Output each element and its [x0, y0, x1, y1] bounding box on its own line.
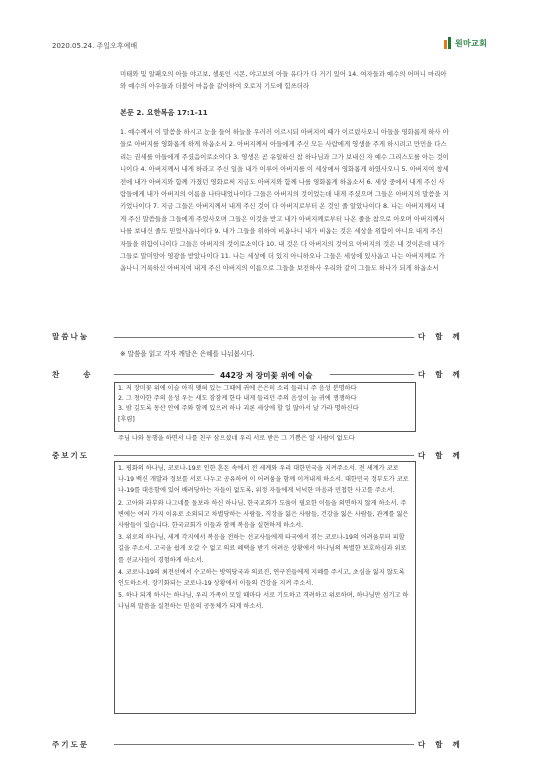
sharing-label: 말씀나눔	[52, 332, 89, 341]
sharing-divider	[114, 337, 414, 338]
lords-prayer-label: 주기도문	[52, 740, 89, 749]
hymn-label: 찬송	[52, 370, 115, 379]
church-logo	[443, 36, 489, 50]
prayer-item: 2. 고아와 과부와 나그네를 돌보라 하신 하나님, 한국교회가 도움이 필요한 이들을 외면하지 않게 하소서. 주변에는 여러 가지 이유로 소외되고 차별당하는 사람들, 직장을 잃은 사람들, 건강을 잃은 사람들, 관계를 잃은 사람들이 있습니다. 한국교회가 이들과 함께 복음을 실현하게 하소서.	[118, 499, 409, 530]
prayer-item: 3. 위로의 하나님, 세계 각지에서 복음을 전하는 선교사들에게 타국에서 겪는 코로나-19의 어려움부터 피할 길을 주소서. 고국을 쉽게 오갈 수 없고 의료 혜택을 받기 어려운 상황에서 하나님의 특별한 보호하심과 위로를 선교사들이 경험하게 하소서.	[118, 534, 407, 564]
intercession-label: 중보기도	[52, 451, 89, 460]
sharing-note: ※ 말씀을 읽고 각자 깨달은 은혜를 나눠봅시다.	[120, 350, 255, 358]
intercession-divider	[114, 455, 414, 456]
hymn-verse-1: 1. 저 장미꽃 위에 이슬 아직 맺혀 있는 그때에 귀에 은은히 소리 들리니 주 음성 분명하다	[118, 385, 357, 392]
sharing-together: 다함께	[418, 332, 470, 341]
hymn-divider-right	[330, 374, 414, 375]
prayer-item: 1. 평화의 하나님, 코로나-19로 인한 혼돈 속에서 전 세계와 우리 대한민국을 지켜주소서. 전 세계가 코로나-19 백신 개발과 정보를 서로 나누고 공유하여 이 어려움을 함께 이겨내게 하소서. 대한민국 정부도가 코로나-19를 대응함에 있어 배려당하는 자들이 없도록, 위정 자들에게 넉넉한 마음과 민첩한 사고를 주소서.	[118, 465, 409, 495]
lords-prayer-together: 다함께	[418, 740, 470, 749]
hymn-refrain-label: [후렴]	[118, 415, 135, 423]
prayer-item: 5. 하나 되게 하시는 하나님, 우리 가족이 모일 때마다 서로 기도하고 격려하고 위로하며, 하나님만 섬기고 하나님의 말씀을 실천하는 믿음의 공동체가 되게 하소서.	[118, 592, 409, 611]
intercession-list	[118, 463, 412, 614]
service-date: 2020.05.24. 주일오후예배	[52, 42, 138, 50]
intro-text: 미태와 및 알패오의 아들 야고보, 셀롯인 시몬, 야고보의 아들 유다가 다 거기 있어 14. 여자들과 예수의 어머니 마리아와 예수의 아우들과 더불어 마음을 같이하여 오로지 기도에 힘쓰더라	[120, 70, 447, 91]
hymn-verse-3: 3. 밤 깊도록 동산 안에 주와 함께 있으려 하나 괴론 세상에 할 일 많아서 날 가라 명하신다	[118, 405, 359, 413]
prayer-item: 4. 코로나-19의 최전선에서 수고하는 방역당국과 의료진, 연구진들에게 지혜를 주시고, 초심을 잃지 않도록 인도하소서. 장기화되는 코로나-19 상황에서 이들의 건강을 지켜 주소서.	[118, 568, 405, 588]
hymn-refrain: 주님 나와 동행을 하면서 나를 친구 삼으셨네 우리 서로 받은 그 기쁨은 알 사람이 없도다	[118, 435, 355, 442]
hymn-lyrics	[118, 384, 418, 425]
hymn-divider-left	[114, 374, 214, 375]
lords-prayer-divider	[114, 744, 414, 745]
church-logo-icon	[443, 37, 453, 49]
intercession-together: 다함께	[418, 451, 470, 460]
church-name: 원마교회	[455, 38, 488, 48]
passage-title: 본문 2. 요한복음 17:1-11	[120, 108, 208, 117]
passage-text: 1. 예수께서 이 말씀을 하시고 눈을 들어 하늘을 우러러 이르시되 아버지여 때가 이르렀사오니 아들을 영화롭게 하사 아들로 아버지를 영화롭게 하게 하옵소서 2. 아버지께서 아들에게 주신 모든 사람에게 영생을 주게 하시려고 만민을 다스리는 권세를 아들에게 주셨음이로소이다 3. 영생은 곧 유일하신 참 하나님과 그가 보내신 자 예수 그리스도를 아는 것이니이다 4. 아버지께서 내게 하라고 주신 일을 내가 이루어 아버지를 이 세상에서 영화롭게 하였사오니 5. 아버지여 창세 전에 내가 아버지와 함께 가졌던 영화로써 지금도 아버지와 함께 나를 영화롭게 하옵소서 6. 세상 중에서 내게 주신 사람들에게 내가 아버지의 이름을 나타내었나이다 그들은 아버지의 것이었는데 내게 주셨으며 그들은 아버지의 말씀을 지키었나이다 7. 지금 그들은 아버지께서 내게 주신 것이 다 아버지로부터 온 것인 줄 알았나이다 8. 나는 아버지께서 내게 주신 말씀들을 그들에게 주었사오며 그들은 이것을 받고 내가 아버지께로부터 나온 줄을 참으로 아오며 아버지께서 나를 보내신 줄도 믿었사옵나이다 9. 내가 그들을 위하여 비옵나니 내가 비옵는 것은 세상을 위함이 아니요 내게 주신 자들을 위함이니이다 그들은 아버지의 것이로소이다 10. 내 것은 다 아버지의 것이요 아버지의 것은 내 것이온데 내가 그들로 말미암아 영광을 받았나이다 11. 나는 세상에 더 있지 아니하오나 그들은 세상에 있사옵고 나는 아버지께로 가옵나니 거룩하신 아버지여 내게 주신 아버지의 이름으로 그들을 보전하사 우리와 같이 그들도 하나가 되게 하옵소서	[120, 128, 449, 273]
hymn-verse-2: 2. 그 청아한 주의 음성 우는 새도 잠잠케 한다 내게 들리던 주의 음성이 늘 귀에 쟁쟁하다	[118, 395, 357, 403]
hymn-title: 442장 저 장미꽃 위에 이슬	[220, 371, 313, 380]
hymn-together: 다함께	[418, 370, 470, 379]
